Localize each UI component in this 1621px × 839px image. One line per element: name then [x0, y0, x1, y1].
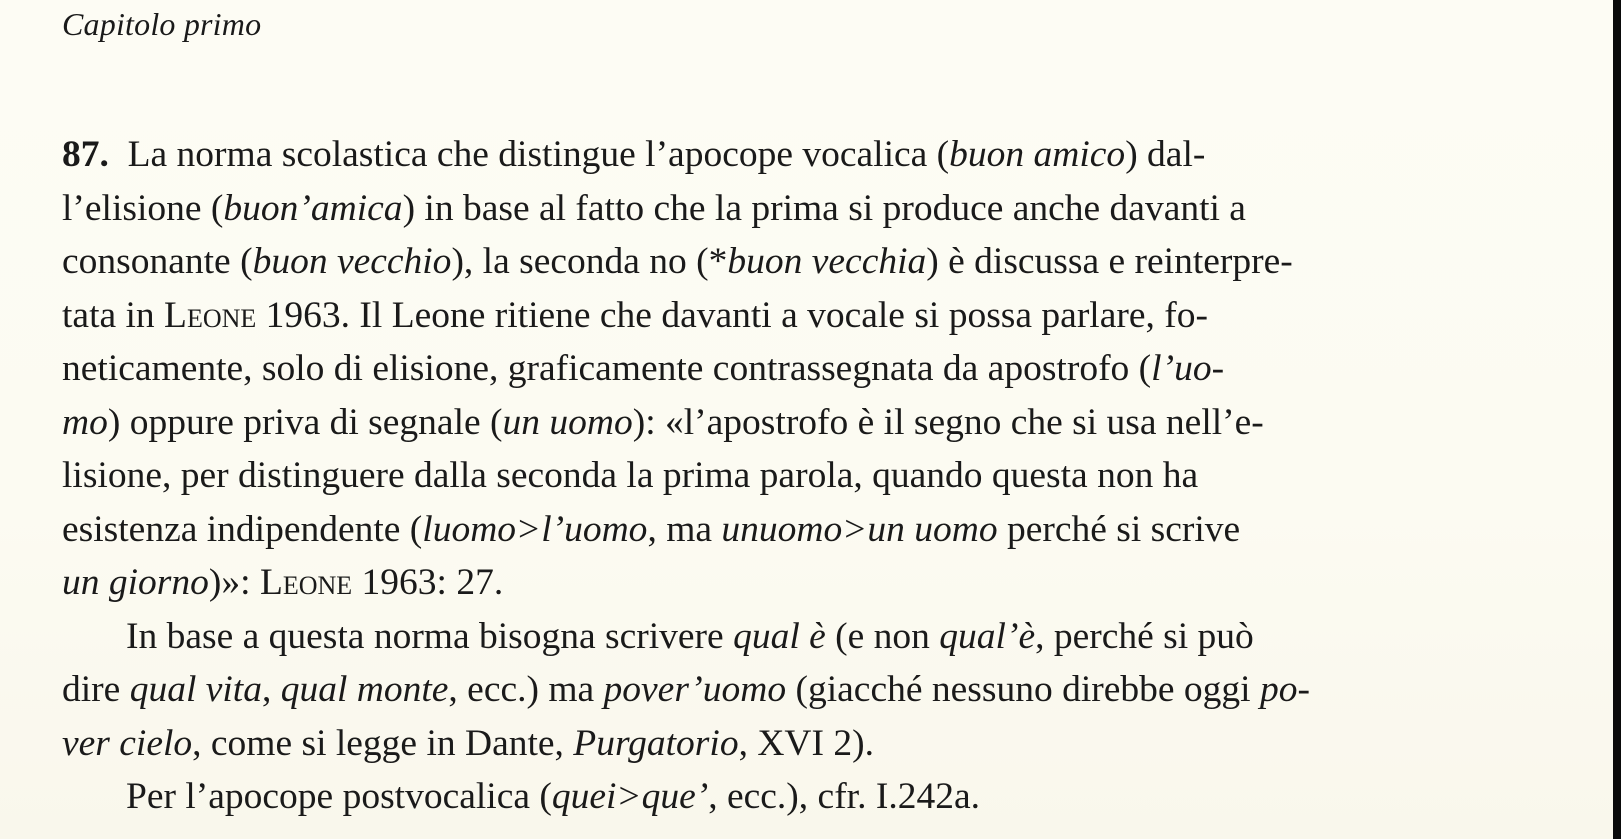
page-edge-shadow: [1613, 0, 1621, 839]
text-run: ): «l’apostrofo è il segno che si usa nell’e-: [632, 401, 1264, 443]
text-run: )»:: [208, 562, 260, 603]
example-italic: l’uomo: [541, 508, 648, 550]
author-name: Leone: [259, 562, 353, 603]
text-run: , ecc.) ma: [448, 669, 604, 710]
example-italic: buon amico: [949, 134, 1126, 175]
example-italic: buon vecchia: [727, 241, 927, 282]
text-run: 1963: 27.: [352, 562, 504, 603]
example-italic: un uomo: [502, 401, 633, 443]
text-line: [62, 182, 1557, 236]
text-run: l’elisione (: [62, 187, 224, 229]
example-italic: buon vecchio: [252, 241, 452, 282]
greater-than-sign: >: [844, 508, 866, 550]
text-run: La norma scolastica che distingue l’apocope vocalica (: [127, 134, 950, 175]
example-italic: mo: [62, 401, 108, 443]
text-run: , XVI 2).: [738, 722, 874, 764]
text-run: ) oppure priva di segnale (: [107, 401, 503, 443]
text-line: [62, 342, 1557, 396]
text-line: [62, 556, 1557, 610]
text-line: [62, 449, 1557, 503]
text-run: esistenza indipendente (: [62, 508, 423, 550]
text-line: [62, 235, 1557, 289]
example-italic: buon’amica: [223, 187, 403, 229]
text-run: consonante (: [62, 241, 253, 282]
text-run: (giacché nessuno direbbe oggi: [786, 669, 1260, 710]
example-italic: qual’è: [939, 615, 1036, 657]
greater-than-sign: >: [618, 776, 640, 817]
example-italic: pover’uomo: [603, 669, 787, 710]
example-italic: un uomo: [867, 508, 998, 550]
text-run: ) in base al fatto che la prima si produce anche davanti a: [402, 187, 1246, 229]
text-run: ,: [261, 669, 281, 710]
text-run: In base a questa norma bisogna scrivere: [126, 615, 734, 657]
example-italic: qual è: [733, 615, 826, 657]
text-line: [62, 289, 1557, 343]
example-italic: un giorno: [62, 562, 209, 603]
example-italic: luomo: [422, 508, 517, 550]
example-italic: que’: [641, 776, 709, 817]
text-run: neticamente, solo di elisione, graficamente contrassegnata da apostrofo (: [62, 348, 1152, 389]
text-run: , come si legge in Dante,: [192, 722, 574, 764]
text-run: Per l’apocope postvocalica (: [126, 776, 552, 817]
greater-than-sign: >: [518, 508, 540, 550]
running-head: Capitolo primo: [62, 6, 262, 42]
text-run: perché si scrive: [997, 508, 1241, 550]
author-name: Leone: [164, 294, 257, 336]
text-run: , perché si può: [1035, 615, 1254, 657]
text-run: ) dal-: [1125, 134, 1206, 175]
example-italic: qual vita: [129, 669, 262, 710]
example-italic: ver cielo: [62, 722, 193, 764]
text-run: , ecc.), cfr. I.242a.: [708, 776, 980, 817]
text-line: [62, 396, 1557, 450]
text-run: (e non: [825, 615, 940, 657]
example-italic: qual monte: [280, 669, 449, 710]
example-italic: l’uo-: [1151, 348, 1225, 389]
work-title: Purgatorio: [573, 722, 739, 764]
text-run: ) è discussa e reinterpre-: [926, 241, 1293, 282]
text-run: 1963. Il Leone ritiene che davanti a vocale si possa parlare, fo-: [256, 294, 1208, 336]
text-line: [62, 663, 1557, 717]
example-italic: quei: [551, 776, 617, 817]
text-run: dire: [62, 669, 130, 710]
text-line: [62, 717, 1557, 771]
text-run: lisione, per distinguere dalla seconda la prima parola, quando questa non ha: [62, 455, 1199, 496]
text-run: ), la seconda no (*: [451, 241, 728, 282]
section-number: 87.: [62, 134, 109, 175]
example-italic: unuomo: [721, 508, 843, 550]
text-line: [62, 770, 1557, 824]
example-italic: po-: [1259, 669, 1310, 710]
text-line: [62, 503, 1557, 557]
text-line: [62, 128, 1557, 182]
text-run: tata in: [62, 294, 165, 336]
text-run: , ma: [647, 508, 722, 550]
body-text: [62, 128, 1557, 824]
text-line: [62, 610, 1557, 664]
